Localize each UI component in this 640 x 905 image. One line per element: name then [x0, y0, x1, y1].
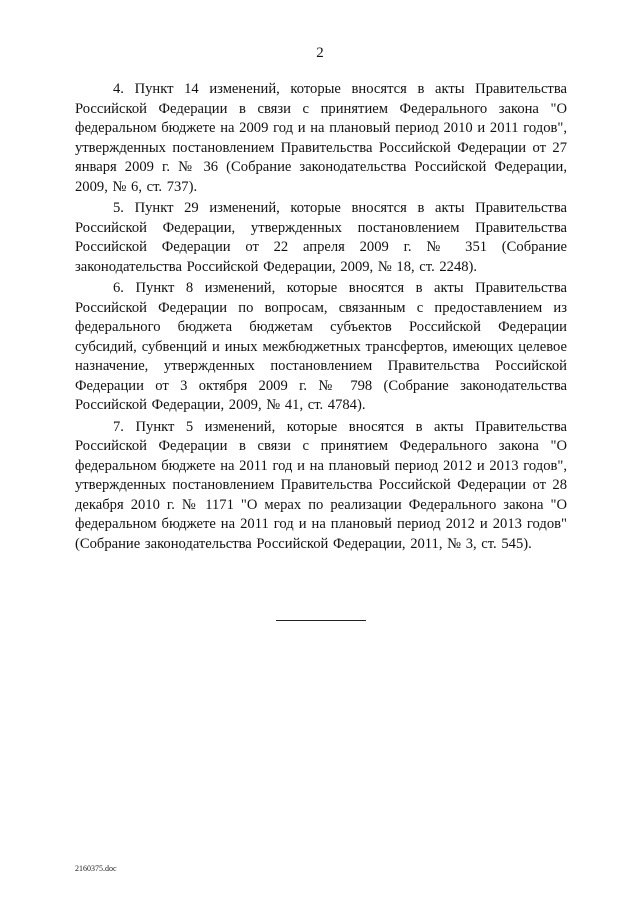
body-text	[75, 80, 567, 554]
page-number: 2	[316, 45, 324, 61]
paragraph-item-6: 6. Пункт 8 изменений, которые вносятся в акты Правительства Российской Федерации по вопросам, связанным с предоставлением из федерального бюджета бюджетам субъектов Российской Федерации субсидий, субвенций и иных межбюджетных трансфертов, имеющих целевое назначение, утвержденных постановлением Правительства Российской Федерации от 3 октября 2009 г. № 798 (Собрание законодательства Российской Федерации, 2009, № 41, ст. 4784).	[75, 280, 567, 413]
paragraph-item-5: 5. Пункт 29 изменений, которые вносятся в акты Правительства Российской Федерации, утвержденных постановлением Правительства Российской Федерации от 22 апреля 2009 г. № 351 (Собрание законодательства Российской Федерации, 2009, № 18, ст. 2248).	[75, 200, 567, 275]
paragraph-item-7: 7. Пункт 5 изменений, которые вносятся в акты Правительства Российской Федерации в связи с принятием Федерального закона "О федеральном бюджете на 2011 год и на плановый период 2012 и 2013 годов", утвержденных постановлением Правительства Российской Федерации от 28 декабря 2010 г. № 1171 "О мерах по реализации Федерального закона "О федеральном бюджете на 2011 год и на плановый период 2012 и 2013 годов" (Собрание законодательства Российской Федерации, 2011, № 3, ст. 545).	[75, 418, 567, 552]
end-separator-line	[276, 620, 366, 621]
paragraph-item-4: 4. Пункт 14 изменений, которые вносятся в акты Правительства Российской Федерации в связи с принятием Федерального закона "О федеральном бюджете на 2009 год и на плановый период 2010 и 2011 годов", утвержденных постановлением Правительства Российской Федерации от 27 января 2009 г. № 36 (Собрание законодательства Российской Федерации, 2009, № 6, ст. 737).	[75, 81, 567, 195]
footer-file-name: 2160375.doc	[75, 864, 117, 873]
